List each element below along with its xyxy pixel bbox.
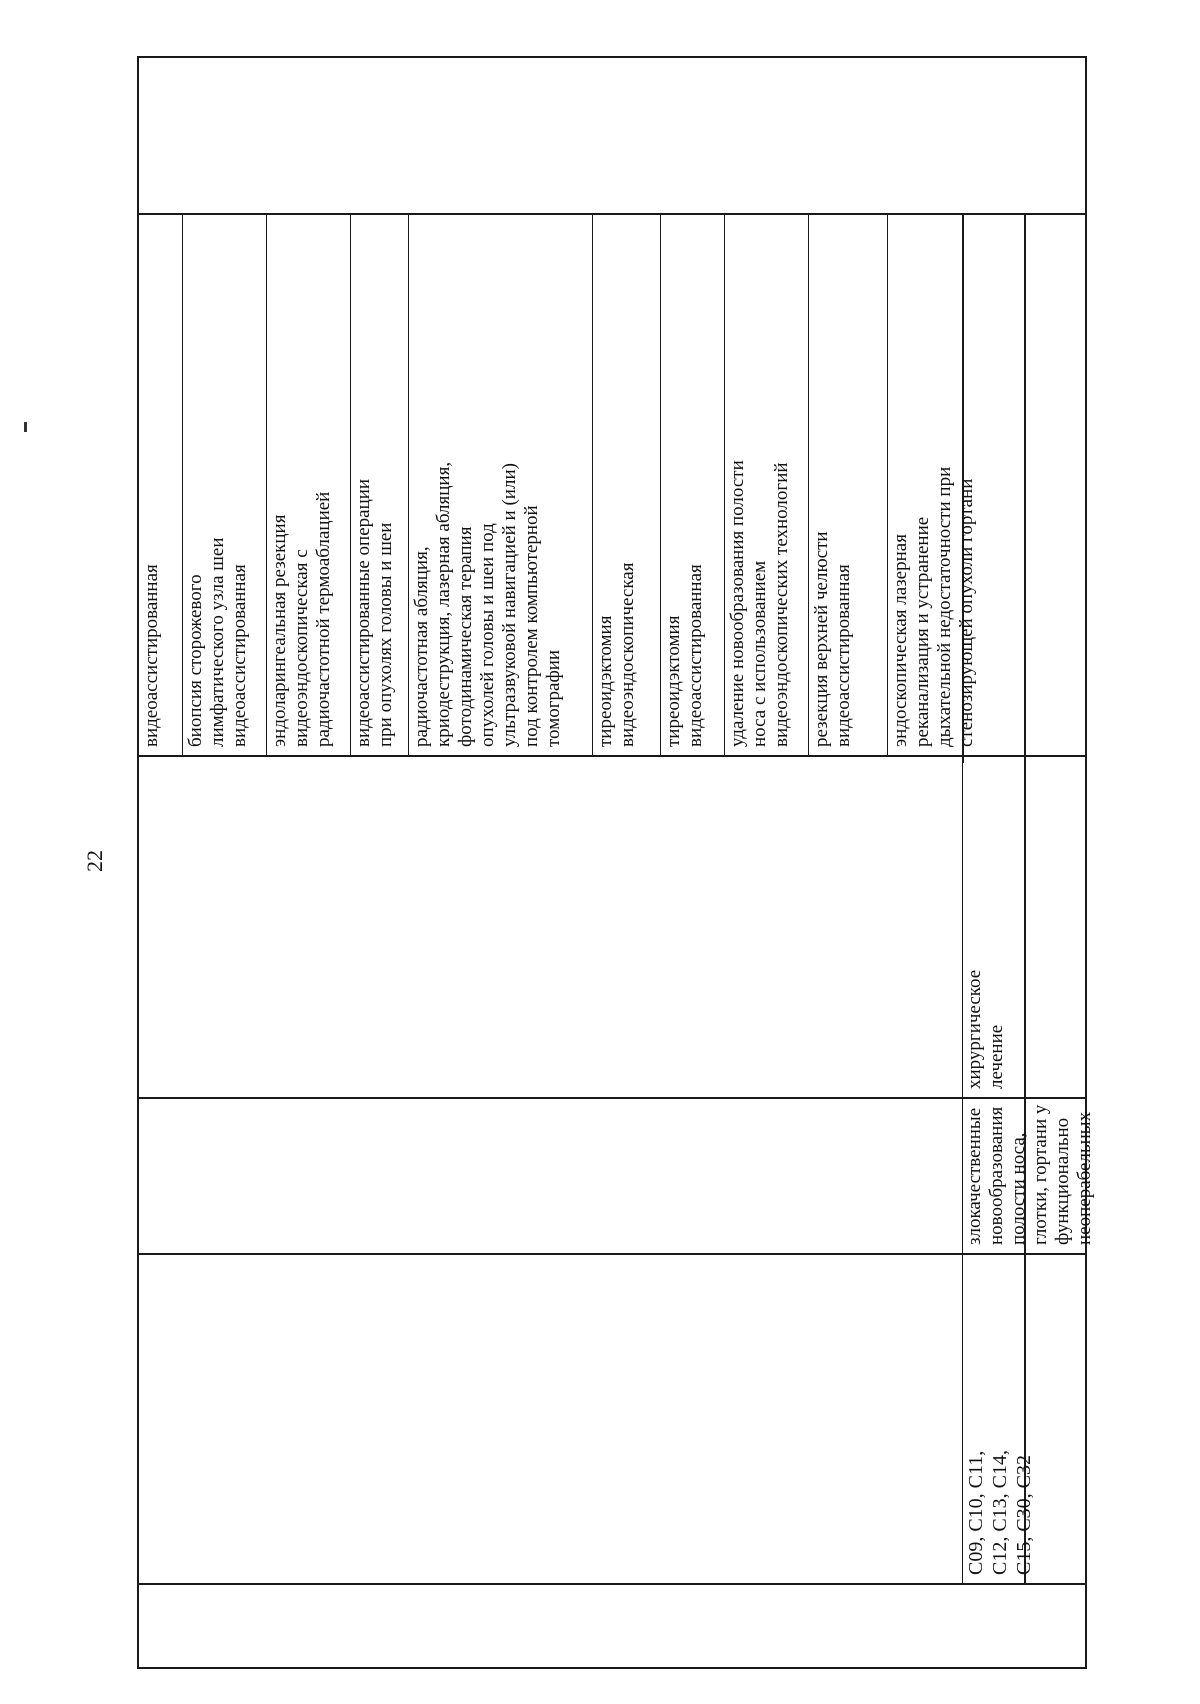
page-number: 22 (82, 850, 107, 872)
method-cell (888, 211, 1022, 753)
diagnosis-cell (962, 1095, 1095, 1251)
method-text: эндоларингеальная резекция видеоэндоскопическая с радиочастотной термоаблацией (269, 491, 334, 747)
method-text: эндоскопическая лазерная реканализация и устранение дыхательной недостаточности при стенозирующей опухоли гортани (890, 466, 977, 747)
method-cell (351, 211, 409, 753)
scan-mark (24, 422, 27, 432)
method-text: биопсия сторожевого лимфатического узла шеи видеоассистированная (185, 537, 250, 747)
method-cell (809, 211, 888, 753)
method-cell (183, 211, 267, 753)
treatment-text: хирургическое лечение (964, 969, 1007, 1089)
column-border (139, 1583, 1085, 1585)
column-border (139, 1097, 1085, 1099)
column-border (139, 755, 1085, 757)
method-text: резекция верхней челюсти видеоассистированная (811, 531, 854, 747)
method-text: тиреоидэктомия видеоэндоскопическая (595, 562, 638, 747)
method-text: видеоассистированная (141, 564, 162, 747)
method-text: тиреоидэктомия видеоассистированная (663, 564, 706, 747)
treatment-cell (962, 753, 1034, 1095)
method-text: удаление новообразования полости носа с использованием видеоэндоскопических технологий (727, 460, 792, 747)
method-cell (593, 211, 661, 753)
method-cell (661, 211, 725, 753)
codes-cell (962, 1251, 1086, 1581)
method-cell (267, 211, 351, 753)
codes-text: C09, C10, C11, C12, C13, C14, C15, C30, C32 (965, 1449, 1035, 1575)
method-cell (409, 211, 593, 753)
column-border (139, 1253, 1085, 1255)
method-cell (139, 211, 183, 753)
method-text: радиочастотная абляция, криодеструкция, лазерная абляция, фотодинамическая терапия опухолей головы и шеи под ультразвуковой навигацией и (или) под контролем компьютерной томографии (411, 461, 564, 747)
method-cell (725, 211, 809, 753)
diagnosis-text: злокачественные новообразования полости носа, глотки, гортани у функционально неоперабельных (964, 1104, 1095, 1245)
method-text: видеоассистированные операции при опухолях головы и шеи (353, 478, 396, 747)
